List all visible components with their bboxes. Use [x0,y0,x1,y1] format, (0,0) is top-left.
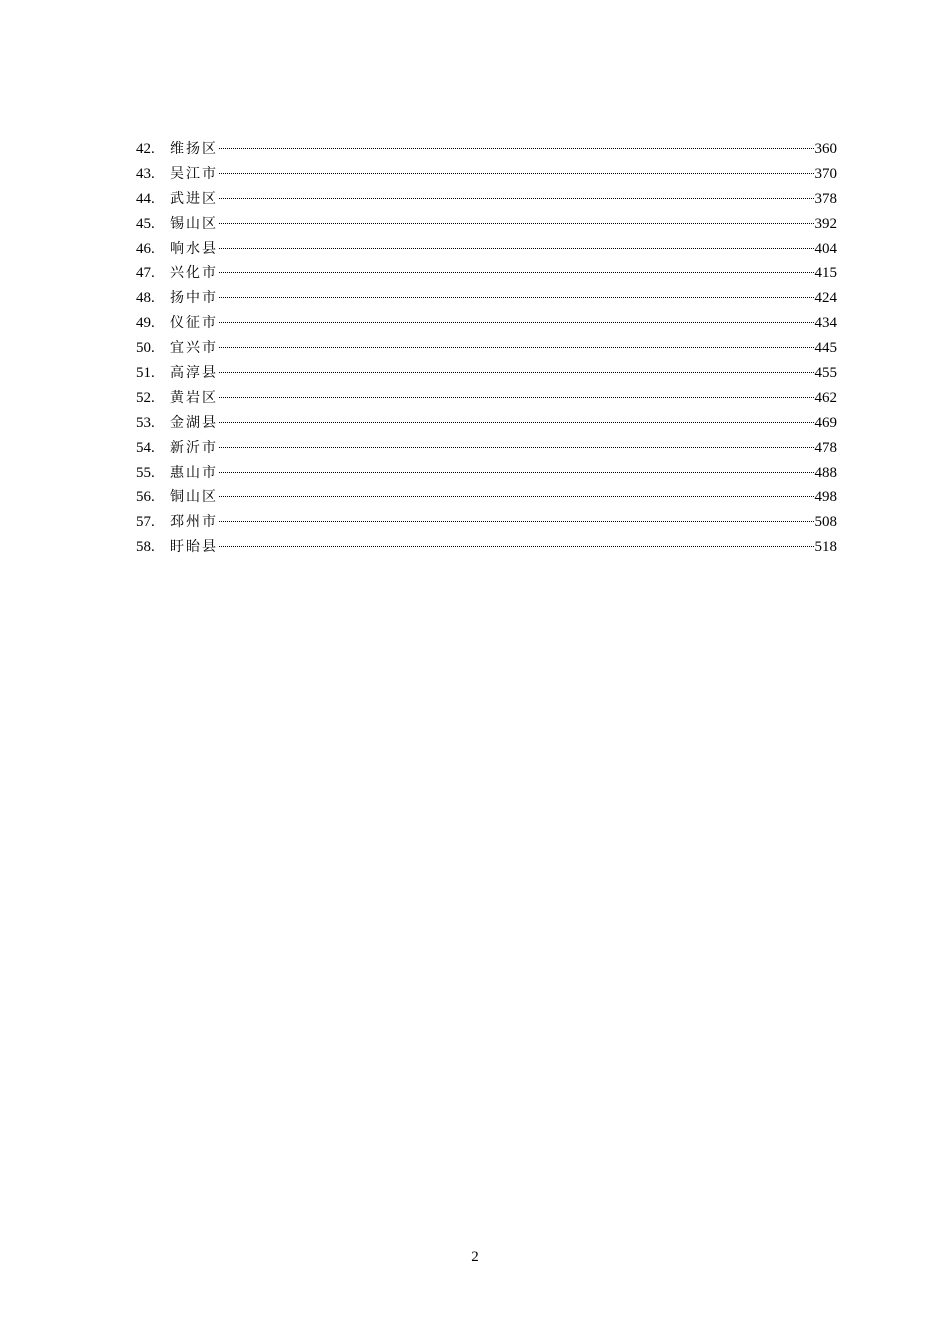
toc-entry-title: 武进区 [170,190,218,207]
toc-entry-page: 404 [814,240,837,257]
toc-entry[interactable] [136,212,837,237]
toc-entry-title: 新沂市 [170,439,218,456]
toc-entry-number: 52. [136,389,155,406]
toc-entry[interactable] [136,510,837,535]
toc-entry[interactable] [136,336,837,361]
toc-entry-number: 45. [136,215,155,232]
toc-entry-page: 445 [814,340,837,357]
toc-entry-number: 48. [136,290,155,307]
toc-entry-title: 仪征市 [170,315,218,332]
toc-entry-number: 49. [136,315,155,332]
toc-entry-title: 金湖县 [170,414,218,431]
toc-entry-title: 惠山市 [170,464,218,481]
toc-entry-number: 58. [136,539,155,556]
toc-dot-leader [219,519,814,522]
toc-entry-number: 43. [136,165,155,182]
toc-entry-title: 邳州市 [170,514,218,531]
toc-dot-leader [219,246,814,249]
toc-entry-page: 434 [814,315,837,332]
toc-entry-page: 508 [814,514,837,531]
toc-dot-leader [219,420,814,423]
toc-entry-page: 488 [814,464,837,481]
toc-entry-title: 宜兴市 [170,340,218,357]
toc-entry[interactable] [136,162,837,187]
toc-dot-leader [219,146,814,149]
toc-entry-number: 47. [136,265,155,282]
toc-entry[interactable] [136,137,837,162]
toc-entry-number: 42. [136,141,155,157]
toc-entry-number: 53. [136,414,155,431]
toc-entry-number: 54. [136,439,155,456]
toc-entry-title: 吴江市 [170,165,218,182]
toc-entry-title: 兴化市 [170,265,218,282]
toc-entry[interactable] [136,485,837,510]
toc-entry-title: 黄岩区 [170,389,218,406]
toc-entry-page: 415 [814,265,837,282]
toc-entry-page: 360 [814,141,837,157]
toc-entry[interactable] [136,411,837,436]
toc-dot-leader [219,445,814,448]
toc-entry-page: 378 [814,190,837,207]
toc-entry[interactable] [136,187,837,212]
toc-entry[interactable] [136,386,837,411]
toc-dot-leader [219,494,814,497]
toc-entry-title: 锡山区 [170,215,218,232]
toc-entry-page: 469 [814,414,837,431]
toc-dot-leader [219,295,814,298]
toc-entry-number: 57. [136,514,155,531]
toc-entry-number: 50. [136,340,155,357]
page-number: 2 [471,1249,479,1265]
toc-entry[interactable] [136,237,837,262]
toc-dot-leader [219,544,814,547]
toc-dot-leader [219,171,814,174]
toc-entry-title: 维扬区 [170,141,218,157]
toc-entry-number: 46. [136,240,155,257]
toc-entry-page: 424 [814,290,837,307]
toc-dot-leader [219,345,814,348]
toc-dot-leader [219,395,814,398]
toc-entry-title: 盱眙县 [170,539,218,556]
toc-entry-page: 518 [814,539,837,556]
toc-entry-number: 56. [136,489,155,506]
toc-dot-leader [219,470,814,473]
toc-entry-title: 响水县 [170,240,218,257]
toc-entry-title: 扬中市 [170,290,218,307]
toc-dot-leader [219,196,814,199]
toc-entry[interactable] [136,261,837,286]
toc-entry-title: 铜山区 [170,489,218,506]
toc-entry[interactable] [136,286,837,311]
table-of-contents [136,137,837,560]
toc-entry-number: 44. [136,190,155,207]
toc-dot-leader [219,270,814,273]
toc-entry[interactable] [136,535,837,560]
toc-entry[interactable] [136,436,837,461]
toc-entry-number: 51. [136,365,155,382]
toc-dot-leader [219,370,814,373]
toc-dot-leader [219,221,814,224]
toc-entry[interactable] [136,461,837,486]
toc-entry-page: 478 [814,439,837,456]
toc-entry-page: 455 [814,365,837,382]
toc-entry-title: 高淳县 [170,365,218,382]
toc-entry-page: 392 [814,215,837,232]
toc-entry-page: 370 [814,165,837,182]
toc-entry[interactable] [136,311,837,336]
toc-dot-leader [219,320,814,323]
toc-entry-page: 462 [814,389,837,406]
toc-entry-page: 498 [814,489,837,506]
toc-entry-number: 55. [136,464,155,481]
toc-entry[interactable] [136,361,837,386]
